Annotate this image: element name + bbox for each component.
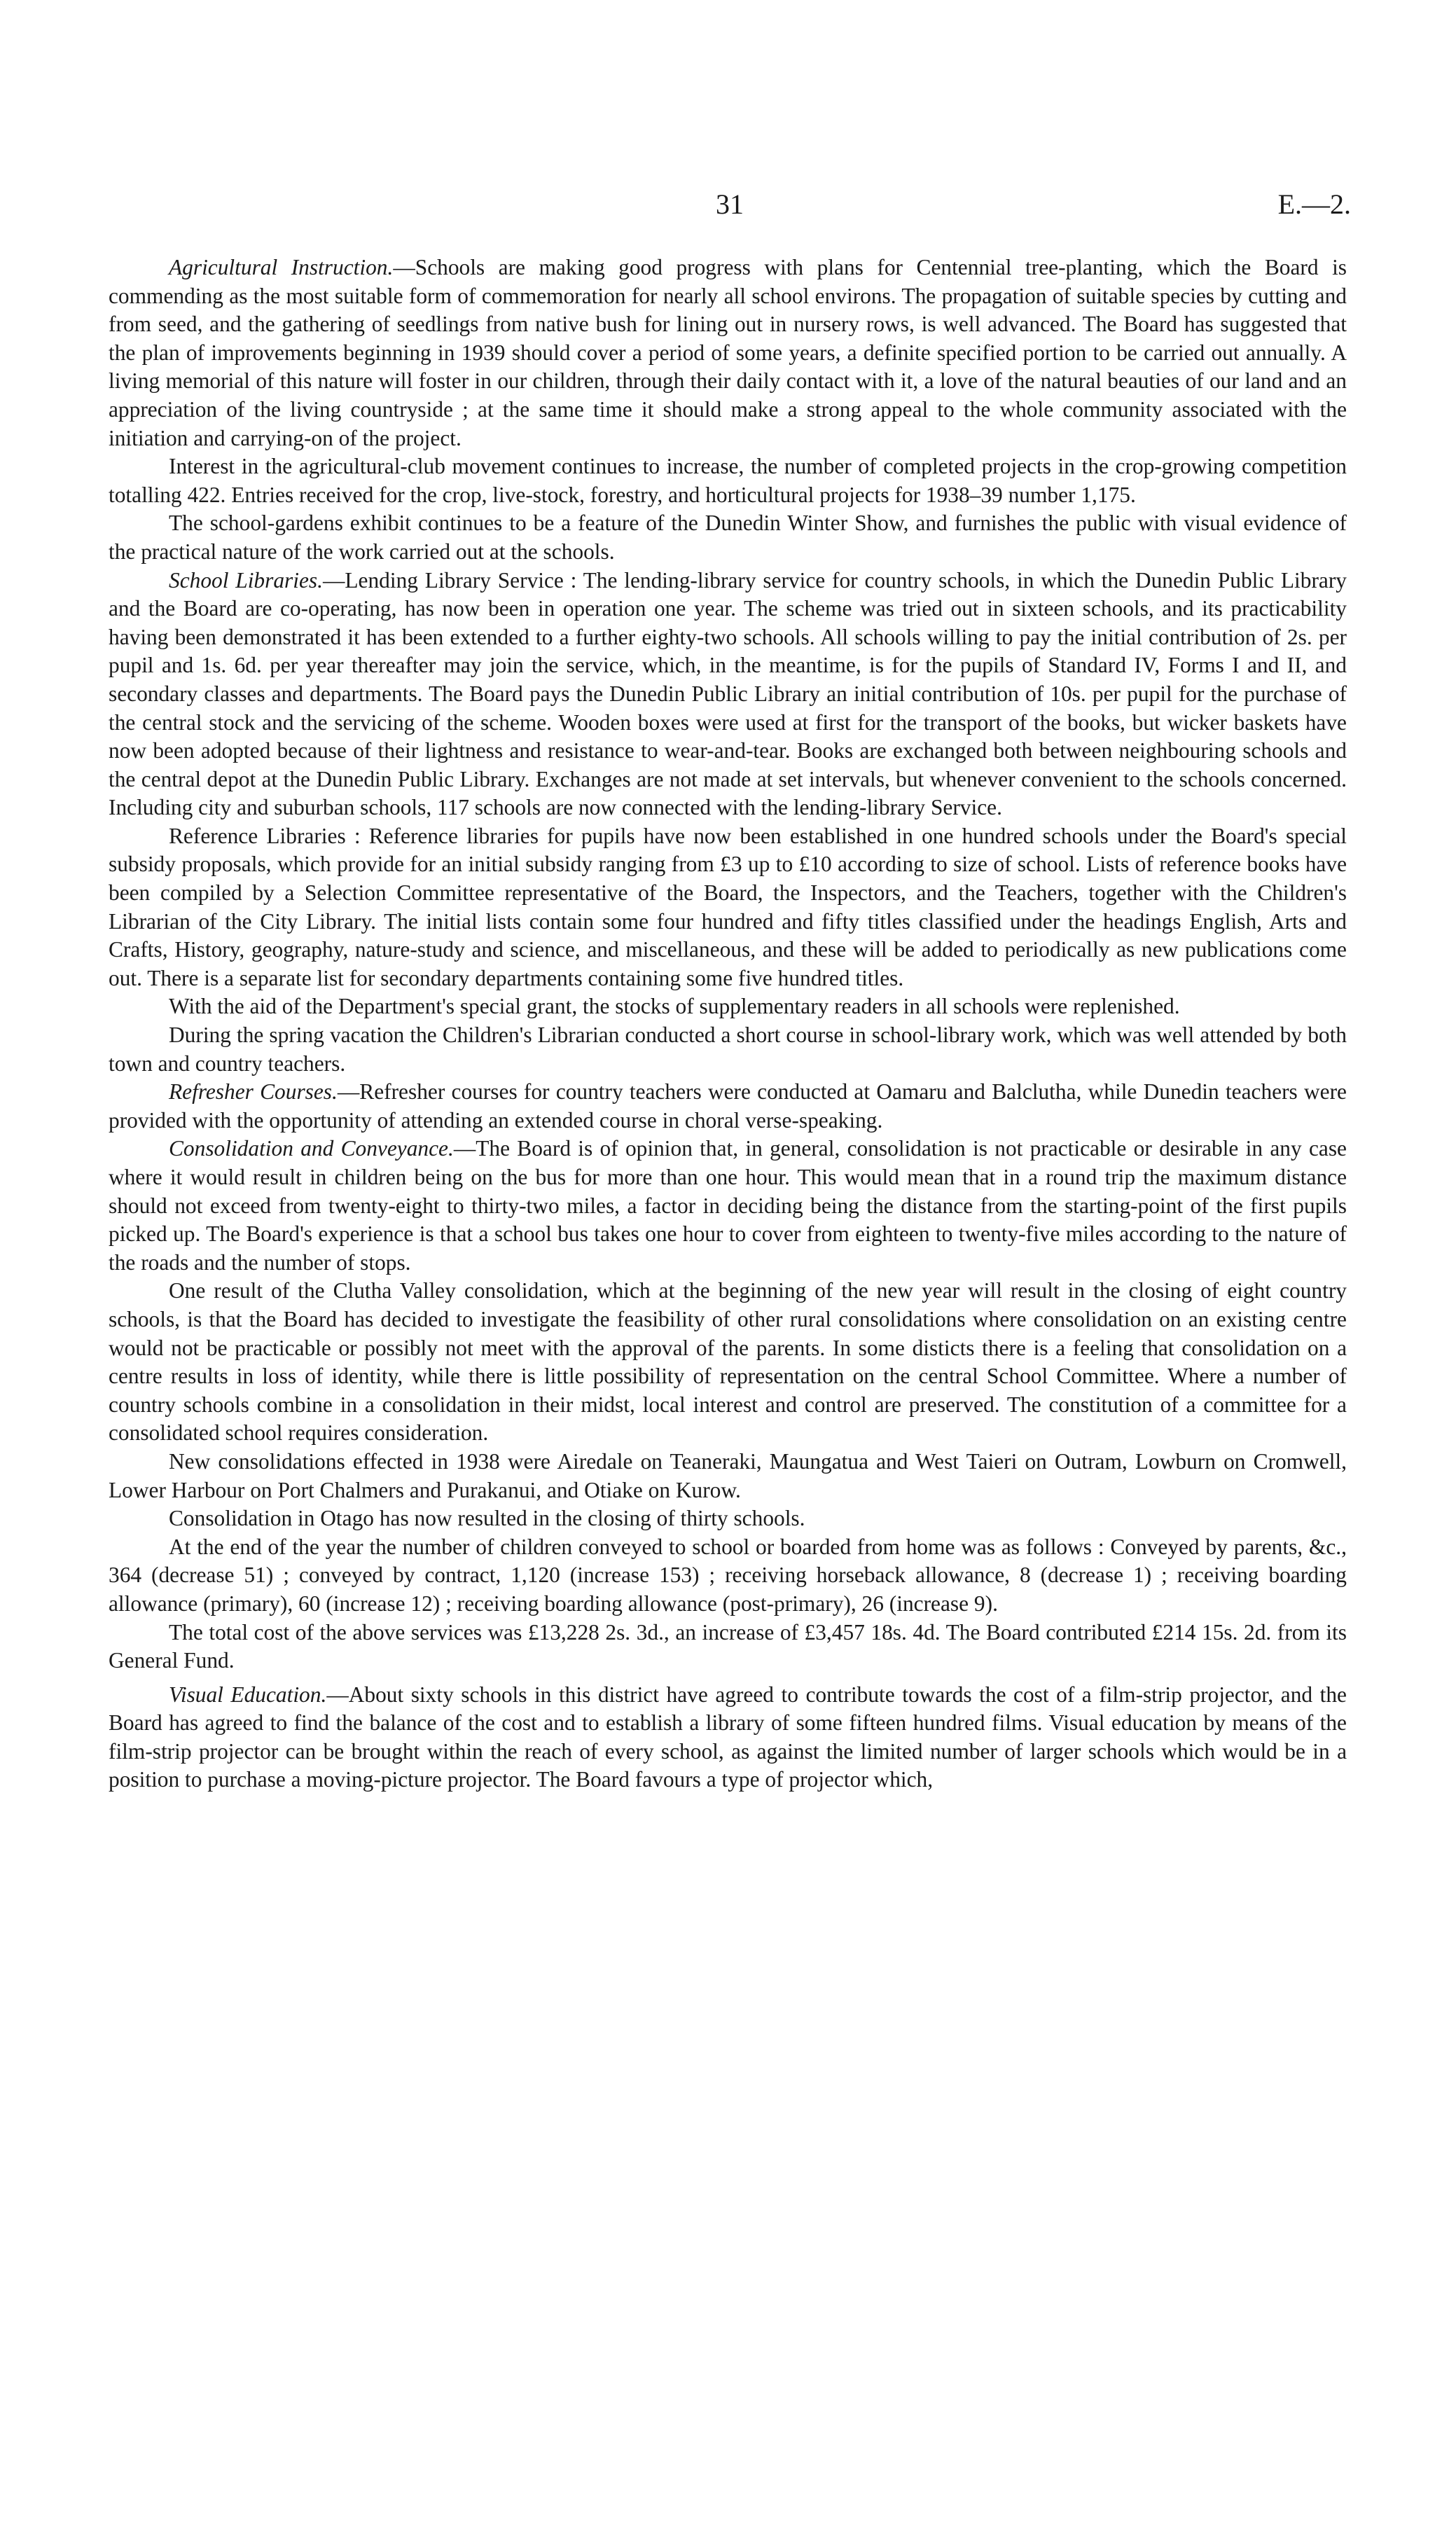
paragraph-school-gardens <box>109 509 1347 566</box>
section-heading: Refresher Courses. <box>169 1079 338 1105</box>
paragraph-text: Consolidation in Otago has now resulted in the closing of thirty schools. <box>169 1506 805 1531</box>
paragraph-text: New consolidations effected in 1938 were Airedale on Teaneraki, Maungatua and West Taieri on Outram, Lowburn on Cromwell, Lower Harbour on Port Chalmers and Purakanui, and Otiake on Kurow. <box>109 1448 1347 1502</box>
paragraph-children-conveyed <box>109 1533 1347 1619</box>
section-heading: School Libraries. <box>169 567 323 593</box>
section-heading: Visual Education. <box>169 1682 327 1707</box>
paragraph-text: Reference Libraries : Reference libraries for pupils have now been established in one hundred schools under the Board's special subsidy proposals, which provide for an initial subsidy ranging from £3 up to £10 according to size of school. Lists of reference books have been compiled by a Selection Committee representative of the Board, the Inspectors, and the Teachers, together with the Children's Librarian of the City Library. The initial lists contain some four hundred and fifty titles classified under the headings English, Arts and Crafts, History, geography, nature-study and science, and miscellaneous, and these will be added to periodically as new publications come out. There is a separate list for secondary departments containing some five hundred titles. <box>109 823 1347 990</box>
section-heading: Consolidation and Conveyance. <box>169 1136 454 1161</box>
paragraph-text: At the end of the year the number of children conveyed to school or boarded from home was as follows : Conveyed by parents, &c., 364 (decrease 51) ; conveyed by contract, 1,120 (increase 153) ; receiving horseback allowance, 8 (decrease 1) ; receiving boarding allowance (primary), 60 (increase 12) ; receiving boarding allowance (post-primary), 26 (increase 9). <box>109 1534 1347 1616</box>
paragraph-text: One result of the Clutha Valley consolidation, which at the beginning of the new year will result in the closing of eight country schools, is that the Board has decided to investigate the feasibility of other rural consolidations where consolidation on an existing centre would not be practicable or possibly not meet with the approval of the parents. In some disticts there is a feeling that consolidation on a centre results in loss of identity, while there is little possibility of representation on the central School Committee. Where a number of country schools combine in a consolidation in their midst, local interest and control are preserved. The constitution of a committee for a consolidated school requires consideration. <box>109 1278 1347 1446</box>
paragraph-visual-education <box>109 1681 1347 1794</box>
page-number: 31 <box>716 188 744 220</box>
paragraph-text: With the aid of the Department's special grant, the stocks of supplementary readers in all schools were replenished. <box>169 994 1180 1019</box>
paragraph-text: —Schools are making good progress with plans for Centennial tree-planting, which the Board is commending as the most suitable form of commemoration for nearly all school environs. The propagation of suitable species by cutting and from seed, and the gathering of seedlings from native bush for lining out in nursery rows, is well advanced. The Board has suggested that the plan of improvements beginning in 1939 should cover a period of some years, a definite specified portion to be carried out annually. A living memorial of this nature will foster in our children, through their daily contact with it, a love of the natural beauties of our land and an appreciation of the living countryside ; at the same time it should make a strong appeal to the whole community associated with the initiation and carrying-on of the project. <box>109 255 1347 450</box>
paragraph-agricultural-clubs <box>109 452 1347 509</box>
paragraph-text: —Lending Library Service : The lending-library service for country schools, in which the Dunedin Public Library and the Board are co-operating, has now been in operation one year. The scheme was tried out in sixteen schools, and its practicability having been demonstrated it has been extended to a further eighty-two schools. All schools willing to pay the initial contribution of 2s. per pupil and 1s. 6d. per year thereafter may join the service, which, in the meantime, is for the pupils of Standard IV, Forms I and II, and secondary classes and departments. The Board pays the Dunedin Public Library an initial contribution of 10s. per pupil for the purchase of the central stock and the servicing of the scheme. Wooden boxes were used at first for the transport of the books, but wicker baskets have now been adopted because of their lightness and resistance to wear-and-tear. Books are exchanged both between neighbouring schools and the central depot at the Dunedin Public Library. Exchanges are not made at set intervals, but whenever convenient to the schools concerned. Including city and suburban schools, 117 schools are now connected with the lending-library Service. <box>109 567 1347 820</box>
section-heading: Agricultural Instruction. <box>169 255 394 279</box>
paragraph-text: —Refresher courses for country teachers were conducted at Oamaru and Balclutha, while Dunedin teachers were provided with the opportunity of attending an extended course in choral verse-speaking. <box>109 1079 1347 1133</box>
paragraph-text: During the spring vacation the Children's Librarian conducted a short course in school-library work, which was well attended by both town and country teachers. <box>109 1023 1347 1076</box>
paragraph-reference-libraries <box>109 822 1347 993</box>
paragraph-text: The school-gardens exhibit continues to be a feature of the Dunedin Winter Show, and furnishes the public with visual evidence of the practical nature of the work carried out at the schools. <box>109 511 1347 564</box>
paragraph-agricultural-instruction <box>109 254 1347 452</box>
document-reference: E.—2. <box>1277 188 1351 220</box>
paragraph-new-consolidations <box>109 1448 1347 1504</box>
paragraph-total-cost <box>109 1619 1347 1675</box>
paragraph-school-libraries <box>109 567 1347 822</box>
paragraph-otago-closures <box>109 1504 1347 1533</box>
paragraph-supplementary-readers <box>109 992 1347 1021</box>
body-text <box>109 254 1347 1794</box>
paragraph-library-course <box>109 1021 1347 1078</box>
paragraph-text: Interest in the agricultural-club movement continues to increase, the number of completed projects in the crop-growing competition totalling 422. Entries received for the crop, live-stock, forestry, and horticultural projects for 1938–39 number 1,175. <box>109 454 1347 507</box>
paragraph-consolidation-conveyance <box>109 1135 1347 1277</box>
paragraph-refresher-courses <box>109 1078 1347 1135</box>
paragraph-clutha-valley <box>109 1277 1347 1448</box>
page-header <box>109 188 1351 227</box>
paragraph-text: The total cost of the above services was £13,228 2s. 3d., an increase of £3,457 18s. 4d. The Board contributed £214 15s. 2d. from its General Fund. <box>109 1619 1347 1673</box>
paragraph-text: —About sixty schools in this district have agreed to contribute towards the cost of a film-strip projector, and the Board has agreed to find the balance of the cost and to establish a library of some fifteen hundred films. Visual education by means of the film-strip projector can be brought within the reach of every school, as against the limited number of larger schools which would be in a position to purchase a moving-picture projector. The Board favours a type of projector which, <box>109 1682 1347 1792</box>
paragraph-text: —The Board is of opinion that, in general, consolidation is not practicable or desirable in any case where it would result in children being on the bus for more than one hour. This would mean that in a round trip the maximum distance should not exceed from twenty-eight to thirty-two miles, a factor in deciding being the distance from the starting-point of the first pupils picked up. The Board's experience is that a school bus takes one hour to cover from eighteen to twenty-five miles according to the nature of the roads and the number of stops. <box>109 1136 1347 1275</box>
